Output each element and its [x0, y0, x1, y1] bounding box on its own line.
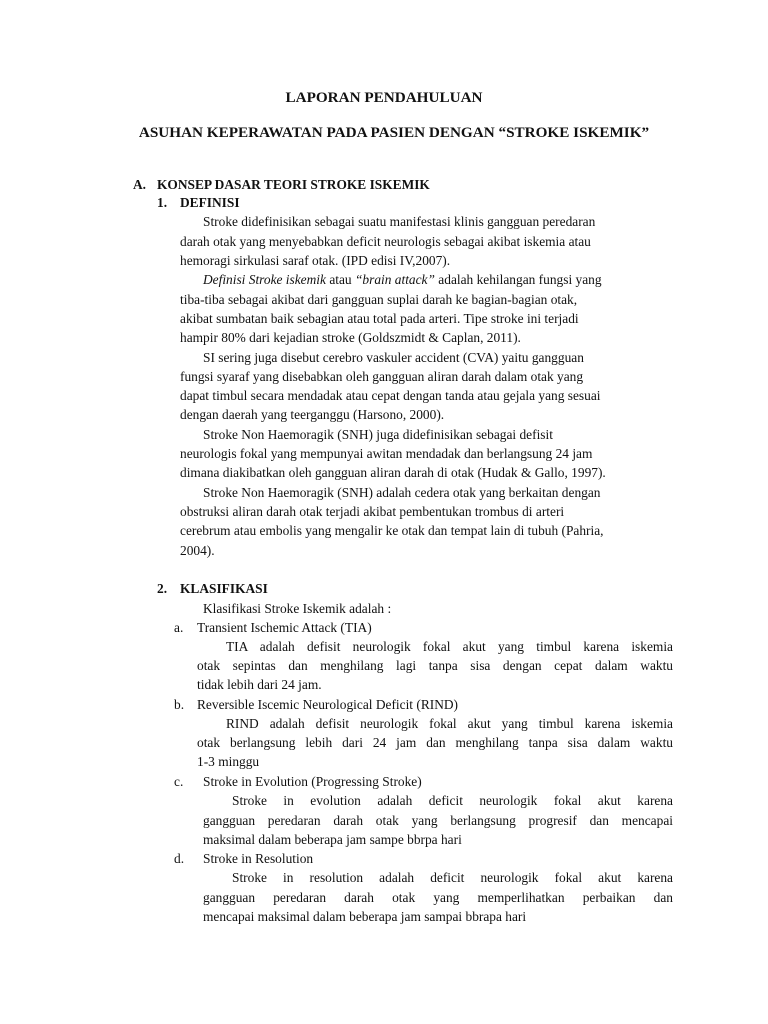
list-item-line: mencapai maksimal dalam beberapa jam sampai bbrapa hari	[203, 909, 527, 924]
paragraph-line: fungsi syaraf yang disebabkan oleh gangguan aliran darah dalam otak yang	[180, 369, 584, 384]
text-run: adalah kehilangan fungsi yang	[434, 272, 602, 287]
list-item-line: Stroke in evolution adalah deficit neurologik fokal akut karena	[232, 793, 673, 808]
list-item-title: Reversible Iscemic Neurological Deficit (RIND)	[197, 697, 459, 712]
list-item-line: otak berlangsung lebih dari 24 jam dan menghilang tanpa sisa dalam waktu	[197, 735, 673, 750]
klasifikasi-heading: KLASIFIKASI	[180, 581, 268, 596]
paragraph-line: obstruksi aliran darah otak terjadi akibat pembentukan trombus di arteri	[180, 504, 565, 519]
paragraph-line: hemoragi sirkulasi saraf otak. (IPD edisi IV,2007).	[180, 253, 451, 268]
list-marker: a.	[174, 620, 184, 635]
list-item-title: Stroke in Resolution	[203, 851, 314, 866]
definisi-heading: DEFINISI	[180, 195, 240, 210]
paragraph-line: Stroke Non Haemoragik (SNH) adalah cedera otak yang berkaitan dengan	[203, 485, 601, 500]
paragraph-line: dimana diakibatkan oleh gangguan aliran darah di otak (Hudak & Gallo, 1997).	[180, 465, 606, 480]
list-item-line: TIA adalah defisit neurologik fokal akut yang timbul karena iskemia	[226, 639, 673, 654]
list-item-line: 1-3 minggu	[197, 754, 260, 769]
list-item-line: gangguan peredaran darah otak yang memperlihatkan perbaikan dan	[203, 890, 673, 905]
list-marker: b.	[174, 697, 185, 712]
list-item-line: gangguan peredaran darah otak yang berlangsung progresif dan mencapai	[203, 813, 673, 828]
list-item-line: otak sepintas dan menghilang lagi tanpa sisa dengan cepat dalam waktu	[197, 658, 673, 673]
paragraph-line	[203, 272, 602, 288]
paragraph-line: dapat timbul secara mendadak atau cepat dengan tanda atau gejala yang sesuai	[180, 388, 601, 403]
paragraph-line: neurologis fokal yang mempunyai awitan mendadak dan berlangsung 24 jam	[180, 446, 593, 461]
paragraph-line: SI sering juga disebut cerebro vaskuler accident (CVA) yaitu gangguan	[203, 350, 584, 365]
section-a-heading: KONSEP DASAR TEORI STROKE ISKEMIK	[157, 177, 430, 192]
text-run: atau	[325, 272, 355, 287]
paragraph-line: tiba-tiba sebagai akibat dari gangguan suplai darah ke bagian-bagian otak,	[180, 292, 578, 307]
document-title: LAPORAN PENDAHULUAN	[285, 89, 483, 106]
list-item-line: Stroke in resolution adalah deficit neurologik fokal akut karena	[232, 870, 673, 885]
list-marker: d.	[174, 851, 185, 866]
paragraph-line: 2004).	[180, 543, 215, 558]
italic-term: Definisi Stroke iskemik	[203, 272, 326, 287]
list-item-title: Stroke in Evolution (Progressing Stroke)	[203, 774, 422, 789]
paragraph-line: dengan daerah yang teerganggu (Harsono, 2000).	[180, 407, 445, 422]
list-item-line: RIND adalah defisit neurologik fokal akut yang timbul karena iskemia	[226, 716, 673, 731]
document-subtitle: ASUHAN KEPERAWATAN PADA PASIEN DENGAN “STROKE ISKEMIK”	[138, 124, 650, 141]
paragraph-line: darah otak yang menyebabkan deficit neurologis sebagai akibat iskemia atau	[180, 234, 591, 249]
list-item-line: maksimal dalam beberapa jam sampe bbrpa hari	[203, 832, 462, 847]
paragraph-line: cerebrum atau embolis yang mengalir ke otak dan tempat lain di tubuh (Pahria,	[180, 523, 604, 538]
list-item-line: tidak lebih dari 24 jam.	[197, 677, 322, 692]
paragraph-line: Stroke Non Haemoragik (SNH) juga didefinisikan sebagai defisit	[203, 427, 553, 442]
italic-term: “brain attack”	[354, 272, 435, 287]
definisi-marker: 1.	[157, 195, 168, 210]
section-a-marker: A.	[133, 177, 147, 192]
klasifikasi-intro: Klasifikasi Stroke Iskemik adalah :	[203, 601, 392, 616]
list-item-title: Transient Ischemic Attack (TIA)	[197, 620, 372, 635]
paragraph-line: Stroke didefinisikan sebagai suatu manifestasi klinis gangguan peredaran	[203, 214, 596, 229]
klasifikasi-marker: 2.	[157, 581, 168, 596]
paragraph-line: hampir 80% dari kejadian stroke (Goldszmidt & Caplan, 2011).	[180, 330, 521, 345]
list-marker: c.	[174, 774, 184, 789]
paragraph-line: akibat sumbatan baik sebagian atau total pada arteri. Tipe stroke ini terjadi	[180, 311, 579, 326]
